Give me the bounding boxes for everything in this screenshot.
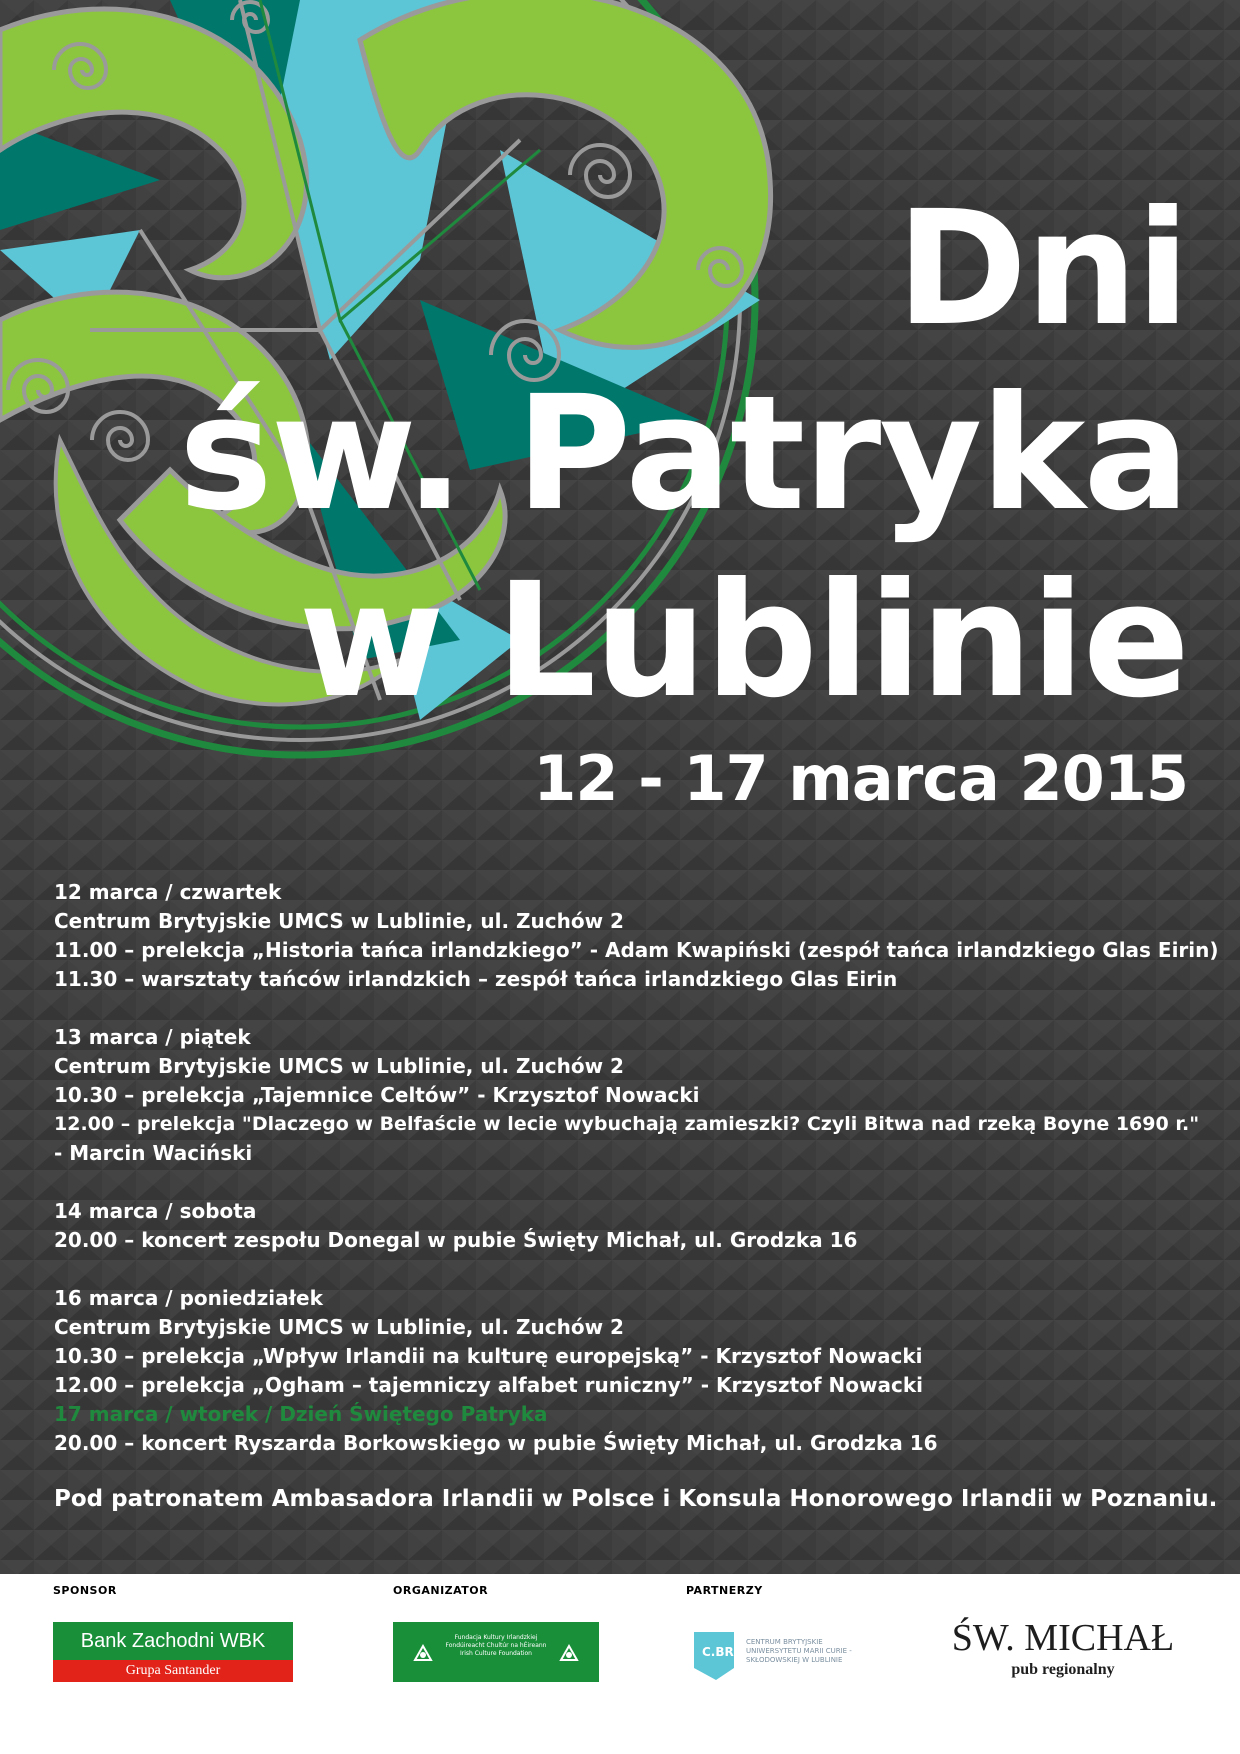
program-day	[54, 878, 1219, 994]
day-heading: 14 marca / sobota	[54, 1199, 257, 1223]
sw-michal-logo	[938, 1618, 1188, 1682]
sponsor-label: SPONSOR	[53, 1584, 117, 1597]
program-line: 10.30 – prelekcja „Wpływ Irlandii na kulturę europejską” - Krzysztof Nowacki	[54, 1344, 923, 1368]
pub-name: ŚW. MICHAŁ	[951, 1617, 1175, 1659]
program-line: 12.00 – prelekcja "Dlaczego w Belfaście w lecie wybuchają zamieszki? Czyli Bitwa nad rzeką Boyne 1690 r."	[54, 1113, 1200, 1135]
program-day	[54, 1284, 1194, 1400]
pub-subtitle: pub regionalny	[1011, 1661, 1115, 1678]
program-line: Centrum Brytyjskie UMCS w Lublinie, ul. Zuchów 2	[54, 1315, 624, 1339]
bank-group: Grupa Santander	[53, 1660, 293, 1682]
title-line-2: św. Patryka	[178, 362, 1188, 546]
program-day	[54, 1023, 1200, 1168]
title-line-1: Dni	[896, 177, 1188, 361]
patronage-note: Pod patronatem Ambasadora Irlandii w Polsce i Konsula Honorowego Irlandii w Poznaniu.	[54, 1486, 1218, 1512]
partners-label: PARTNERZY	[686, 1584, 763, 1597]
day-heading: 16 marca / poniedziałek	[54, 1286, 323, 1310]
program-line: 20.00 – koncert Ryszarda Borkowskiego w pubie Święty Michał, ul. Grodzka 16	[54, 1431, 938, 1455]
event-dates: 12 - 17 marca 2015	[533, 742, 1188, 815]
program-line: Centrum Brytyjskie UMCS w Lublinie, ul. Zuchów 2	[54, 909, 624, 933]
program-line: - Marcin Waciński	[54, 1141, 253, 1165]
program-line: 11.30 – warsztaty tańców irlandzkich – zespół tańca irlandzkiego Glas Eirin	[54, 967, 898, 991]
title-line-3: w Lublinie	[298, 549, 1188, 733]
program-line: 12.00 – prelekcja „Ogham – tajemniczy alfabet runiczny” - Krzysztof Nowacki	[54, 1373, 923, 1397]
day-heading-highlight: 17 marca / wtorek / Dzień Świętego Patryka	[54, 1402, 548, 1426]
program-line: 11.00 – prelekcja „Historia tańca irlandzkiego” - Adam Kwapiński (zespół tańca irlandzkiego Glas Eirin)	[54, 938, 1219, 962]
bank-zachodni-logo	[53, 1622, 293, 1682]
program-line: 20.00 – koncert zespołu Donegal w pubie Święty Michał, ul. Grodzka 16	[54, 1228, 858, 1252]
day-heading: 13 marca / piątek	[54, 1025, 251, 1049]
svg-text:C.BR: C.BR	[702, 1645, 734, 1659]
program-line: Centrum Brytyjskie UMCS w Lublinie, ul. Zuchów 2	[54, 1054, 624, 1078]
cbr-name: CENTRUM BRYTYJSKIE UNIWERSYTETU MARII CURIE - SKŁODOWSKIEJ W LUBLINIE	[746, 1638, 852, 1664]
irish-culture-foundation-logo	[393, 1622, 599, 1682]
cbr-emblem-icon	[690, 1622, 742, 1682]
program-day	[54, 1197, 1194, 1255]
footer-logos	[0, 1574, 1240, 1754]
centrum-brytyjskie-logo	[690, 1622, 880, 1682]
foundation-name: Fundacja Kultury Irlandzkiej Fondúireacht Chultúr na hÉireann Irish Culture Foundation	[445, 1634, 547, 1657]
program-line: 10.30 – prelekcja „Tajemnice Celtów” - Krzysztof Nowacki	[54, 1083, 700, 1107]
day-heading: 12 marca / czwartek	[54, 880, 282, 904]
bank-name: Bank Zachodni WBK	[53, 1622, 293, 1660]
program-day	[54, 1400, 1194, 1458]
program-schedule	[54, 878, 1219, 1458]
organizer-label: ORGANIZATOR	[393, 1584, 489, 1597]
